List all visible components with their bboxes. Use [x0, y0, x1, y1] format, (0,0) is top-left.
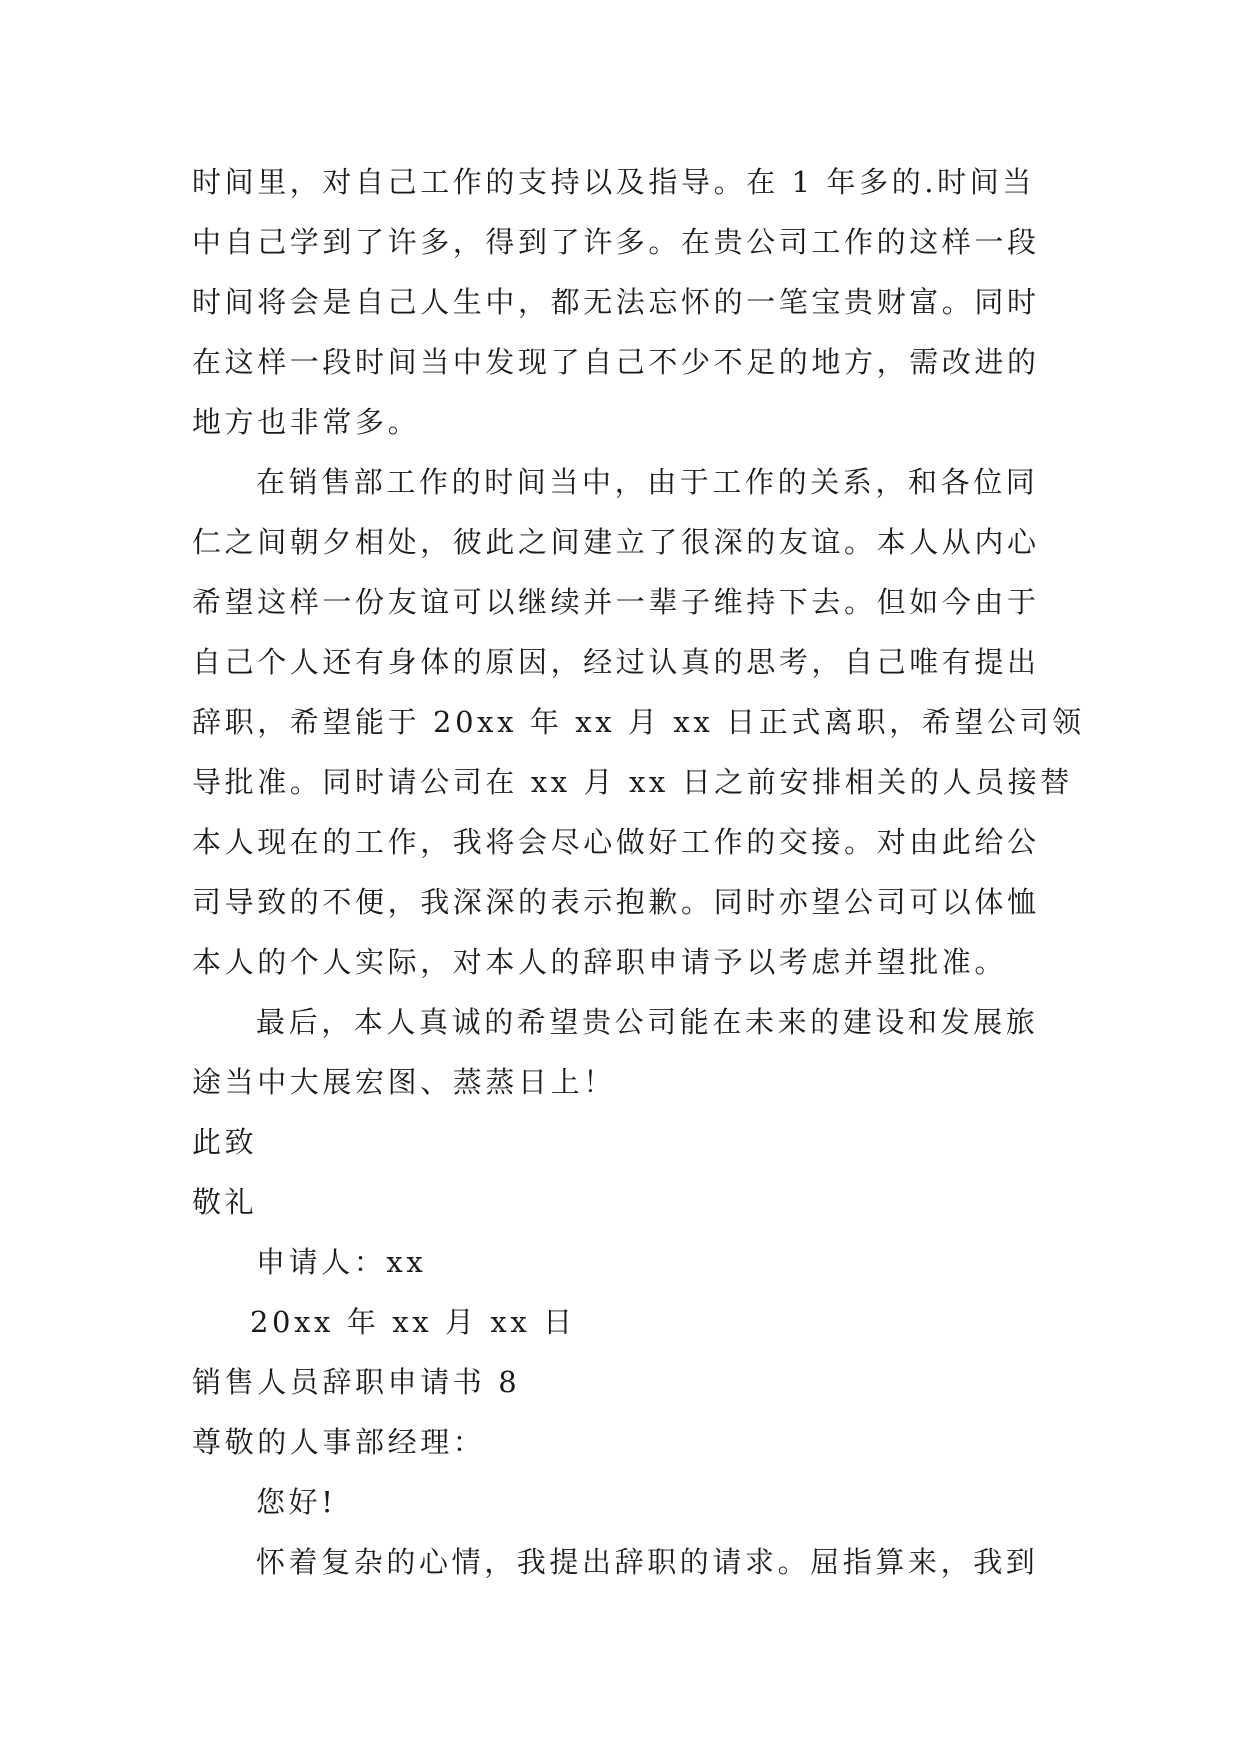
text-line: 时间将会是自己人生中，都无法忘怀的一笔宝贵财富。同时 — [192, 285, 1040, 319]
text-line: 地方也非常多。 — [192, 405, 421, 439]
text-line: 本人的个人实际，对本人的辞职申请予以考虑并望批准。 — [192, 945, 1008, 979]
text-line: 希望这样一份友谊可以继续并一辈子维持下去。但如今由于 — [192, 585, 1040, 619]
text-line: 怀着复杂的心情，我提出辞职的请求。屈指算来，我到 — [256, 1545, 1039, 1579]
text-line: 在这样一段时间当中发现了自己不少不足的地方，需改进的 — [192, 345, 1040, 379]
text-line: 仁之间朝夕相处，彼此之间建立了很深的友谊。本人从内心 — [192, 525, 1040, 559]
text-line: 自己个人还有身体的原因，经过认真的思考，自己唯有提出 — [192, 645, 1040, 679]
paragraph-gratitude — [192, 152, 1052, 452]
applicant-signature: 申请人：xx — [256, 1245, 427, 1279]
document-body — [192, 152, 1085, 1592]
text-line: 本人现在的工作，我将会尽心做好工作的交接。对由此给公 — [192, 825, 1040, 859]
text-line: 时间里，对自己工作的支持以及指导。在 1 年多的.时间当 — [192, 165, 1035, 199]
paragraph-opening — [192, 1532, 1052, 1592]
text-line: 辞职，希望能于 20xx 年 xx 月 xx 日正式离职，希望公司领 — [192, 705, 1085, 739]
text-line: 途当中大展宏图、蒸蒸日上！ — [192, 1065, 616, 1099]
section-title: 销售人员辞职申请书 8 — [192, 1365, 521, 1399]
signature-date: 20xx 年 xx 月 xx 日 — [250, 1305, 576, 1339]
greeting-line: 您好! — [256, 1485, 337, 1519]
paragraph-wishes — [192, 992, 1052, 1112]
closing-line: 此致 — [192, 1125, 258, 1159]
paragraph-resignation-reason — [192, 452, 1085, 992]
salute-line: 敬礼 — [192, 1185, 258, 1219]
text-line: 在销售部工作的时间当中，由于工作的关系，和各位同 — [256, 465, 1039, 499]
text-line: 最后，本人真诚的希望贵公司能在未来的建设和发展旅 — [256, 1005, 1039, 1039]
recipient-line: 尊敬的人事部经理： — [192, 1425, 486, 1459]
text-line: 导批准。同时请公司在 xx 月 xx 日之前安排相关的人员接替 — [192, 765, 1073, 799]
text-line: 中自己学到了许多，得到了许多。在贵公司工作的这样一段 — [192, 225, 1040, 259]
text-line: 司导致的不便，我深深的表示抱歉。同时亦望公司可以体恤 — [192, 885, 1040, 919]
